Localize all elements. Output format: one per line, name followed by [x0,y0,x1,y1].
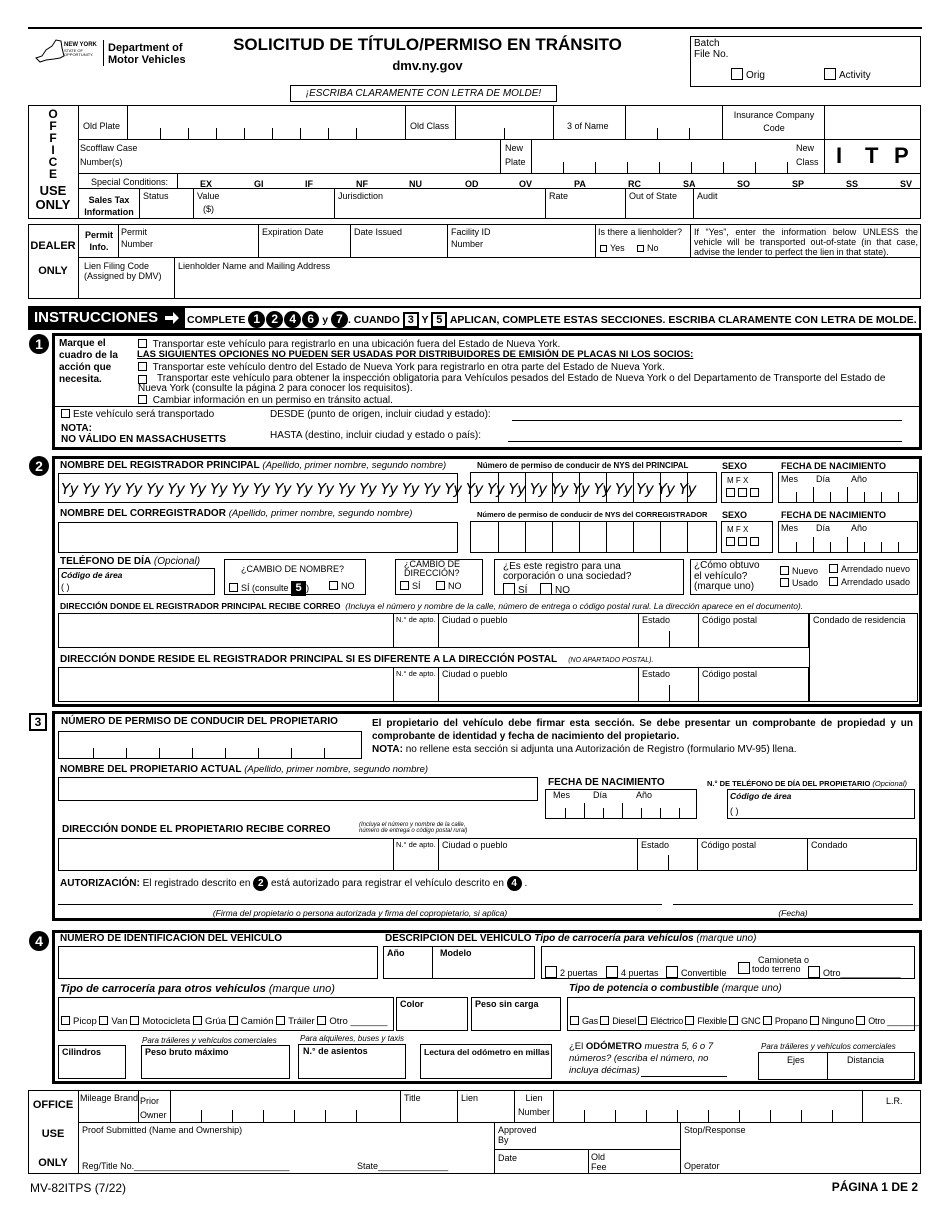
fuel-electric[interactable]: Eléctrico [638,1016,683,1026]
principal-dob-field[interactable]: Mes Día Año [778,472,918,503]
fuel-type-box [567,997,921,1031]
lienholder-yes[interactable]: Yes [600,243,625,253]
principal-name-field[interactable] [58,473,696,503]
mail-address-field[interactable]: N.° de apto. Ciudad o pueblo Estado Código postal [58,613,809,648]
permit-info-label: Permit Info. [84,230,113,252]
vin-field[interactable] [58,946,378,979]
s1-option-2[interactable]: Transportar este vehículo dentro del Estado de Nueva York para registrarlo en otra parte del Estado de Nueva York. [138,362,665,373]
new-class-label: New Class [796,143,819,167]
section-4-number: 4 [29,931,49,951]
other-trailer[interactable]: Tráiler [276,1016,315,1027]
activity-checkbox[interactable]: Activity [824,68,871,81]
obtain-new[interactable]: Nuevo [780,566,818,576]
fuel-other[interactable]: Otro _______ [856,1016,921,1026]
s1-option-1[interactable]: Transportar este vehículo para registrarlo en una ubicación fuera del Estado de Nueva York. [138,339,560,350]
orig-checkbox[interactable]: Orig [731,68,765,81]
other-van[interactable]: Van [99,1016,127,1027]
body-2-door[interactable]: 2 puertas [545,966,598,978]
body-other[interactable]: Otro____________ [808,966,901,978]
color-field[interactable]: Color [396,997,468,1031]
instructions-tab: INSTRUCCIONES [28,306,183,330]
unladen-weight-field[interactable]: Peso sin carga [471,997,561,1031]
coreg-sex-field[interactable]: M F X [721,521,773,553]
fuel-propane[interactable]: Propano [763,1016,808,1026]
ny-state-logo [34,38,104,66]
principal-name-sample: Yy Yy Yy Yy Yy Yy Yy Yy Yy Yy Yy Yy Yy Yy Yy Yy Yy Yy Yy Yy Yy Yy Yy Yy Yy Yy Yy Yy Yy Yy [61,480,696,498]
section-1-number: 1 [29,334,49,354]
special-conditions-label: Special Conditions: [91,177,169,187]
county-field[interactable]: Condado de residencia [809,613,918,702]
itp-p: P [894,143,909,168]
corp-box: ¿Es este registro para una corporación o una sociedad? SÍ NO [494,559,684,595]
batch-box: Batch File No. Orig Activity [690,36,921,87]
insurance-code-label: Insurance Company Code [733,110,815,133]
office-side-label: O F F I C E USE ONLY [35,107,71,212]
fuel-diesel[interactable]: Diesel [600,1016,636,1026]
owner-signature-line[interactable] [58,904,662,905]
corp-yes[interactable]: SÍ [503,583,527,596]
odometer-digits-line[interactable] [641,1076,727,1077]
body-4-door[interactable]: 4 puertas [606,966,659,978]
coreg-dob-field[interactable]: Mes Día Año [778,521,918,553]
obtain-leased-used[interactable]: Arrendado usado [829,577,910,587]
form-id: MV-82ITPS (7/22) [30,1181,127,1195]
owner-mail-field[interactable]: N.° de apto. Ciudad o pueblo Estado Código postal Condado [58,838,917,871]
signature-date-line[interactable] [673,904,913,905]
other-tow[interactable]: Grúa [193,1016,226,1027]
residence-address-field[interactable]: N.° de apto. Ciudad o pueblo Estado Código postal [58,667,809,702]
coregistrant-name-field[interactable] [58,522,458,553]
obtain-leased-new[interactable]: Arrendado nuevo [829,564,910,574]
address-change-yes[interactable]: SÍ [400,581,421,591]
ny-map-icon [34,38,66,64]
sales-tax-label: Sales Tax Information [84,195,134,217]
dealer-side-label: DEALER ONLY [30,240,76,277]
owner-license-field[interactable] [58,731,362,759]
s1-option-4[interactable]: Cambiar información en un permiso en tránsito actual. [138,395,393,406]
other-other[interactable]: Otro _______ [317,1016,387,1027]
other-pickup[interactable]: Picop [61,1016,97,1027]
s1-desde-line[interactable] [512,420,902,421]
fuel-flex[interactable]: Flexible [685,1016,726,1026]
coreg-license-field[interactable] [470,521,717,553]
arrow-right-icon [164,311,180,325]
s1-desde-label: DESDE (punto de origen, incluir ciudad y estado): [270,409,491,420]
s1-mark-label: Marque el cuadro de la acción que necesita. [59,338,118,385]
dept-name-1: Department of [108,42,183,54]
fuel-cng[interactable]: GNC [729,1016,760,1026]
print-note: ¡ESCRIBA CLARAMENTE CON LETRA DE MOLDE! [290,85,557,102]
gross-weight-field[interactable]: Peso bruto máximo [141,1045,290,1079]
dept-name-2: Motor Vehicles [108,54,186,66]
authorization-text: AUTORIZACIÓN: El registrado descrito en 2 está autorizado para registrar el vehículo descrito en 4 . [60,878,528,889]
name-change-no[interactable]: NO [329,581,355,591]
fuel-none[interactable]: Ninguno [810,1016,854,1026]
address-change-no[interactable]: NO [436,581,462,591]
other-body-box [58,997,394,1031]
s1-hasta-label: HASTA (destino, incluir ciudad y estado o país): [270,430,482,441]
seats-field[interactable]: N.° de asientos [298,1044,406,1079]
axles-distance-field[interactable]: Ejes Distancia [758,1052,915,1080]
bottom-office-label: OFFICE USE ONLY [32,1099,74,1169]
lienholder-no[interactable]: No [637,243,659,253]
corp-no[interactable]: NO [540,583,570,596]
page-number: PÁGINA 1 DE 2 [831,1180,918,1194]
year-model-field[interactable]: Año Modelo [383,946,535,979]
owner-name-field[interactable] [58,777,538,801]
logo-state-text: STATE OF [64,48,83,53]
dmv-site: dmv.ny.gov [392,58,463,73]
s1-transported-checkbox[interactable]: Este vehículo será transportado [61,409,214,420]
logo-opp-text: OPPORTUNITY. [64,52,94,57]
section-3-number: 3 [29,713,47,731]
name-change-yes[interactable]: SÍ (consulte 5 ) [229,581,309,596]
owner-phone-field[interactable]: Código de área ( ) [727,789,915,819]
logo-ny-text: NEW YORK [64,42,97,48]
instructions-bar: COMPLETE 1 2 4 6 y 7 . CUANDO 3 Y 5 APLICAN, COMPLETE ESTAS SECCIONES. ESCRIBA CLARAMENTE CON LETRA DE MOLDE. [183,306,921,330]
name-change-box: ¿CAMBIO DE NOMBRE? SÍ (consulte 5 ) NO [224,559,366,595]
principal-sex-field[interactable]: M F X [721,472,773,503]
s1-option-3[interactable]: Transportar este vehículo para obtener la inspección obligatoria para Vehículos pesados del Estado de Nueva York o del Departamento de Transporte del Estado de Nueva York (consulte la página 2 para conocer los requisitos). [138,373,886,394]
itp-t: T [865,143,879,168]
principal-license-field[interactable] [470,472,717,503]
s1-hasta-line[interactable] [508,441,902,442]
form-title: SOLICITUD DE TÍTULO/PERMISO EN TRÁNSITO [233,35,622,54]
old-class-label: Old Class [410,121,450,131]
obtain-box: ¿Cómo obtuvo el vehículo? (marque uno) Nuevo Usado Arrendado nuevo Arrendado usado [690,559,918,595]
body-convertible[interactable]: Convertible [666,966,727,978]
section-2-number: 2 [29,456,49,476]
other-motorcycle[interactable]: Motocicleta [130,1016,190,1027]
fuel-gas[interactable]: Gas [570,1016,598,1026]
old-plate-label: Old Plate [83,121,121,131]
body-type-box [541,946,915,979]
other-truck[interactable]: Camión [229,1016,274,1027]
cylinders-field[interactable]: Cilindros [58,1045,126,1079]
address-change-box: ¿CAMBIO DE DIRECCIÓN? SÍ NO [395,559,483,595]
odometer-question: ¿El ODÓMETRO muestra 5, 6 o 7 números? (escriba el número, no incluya décimas) [569,1041,714,1076]
s1-warning: LAS SIGUIENTES OPCIONES NO PUEDEN SER USADAS POR DISTRIBUIDORES DE EMISIÓN DE PLACAS NI LOS SOCIOS: [137,349,694,360]
new-plate-label: New Plate [505,143,526,167]
three-of-name-label: 3 of Name [567,121,609,131]
odometer-field[interactable]: Lectura del odómetro en millas [420,1044,552,1079]
scofflaw-label: Scofflaw Case Number(s) [80,143,138,167]
body-suv[interactable]: Camioneta o todo terreno [738,956,809,974]
obtain-used[interactable]: Usado [780,578,818,588]
owner-dob-field[interactable]: Mes Día Año [545,789,697,819]
itp-i: I [836,143,843,168]
day-phone-field[interactable]: Código de área ( ) [58,568,215,595]
